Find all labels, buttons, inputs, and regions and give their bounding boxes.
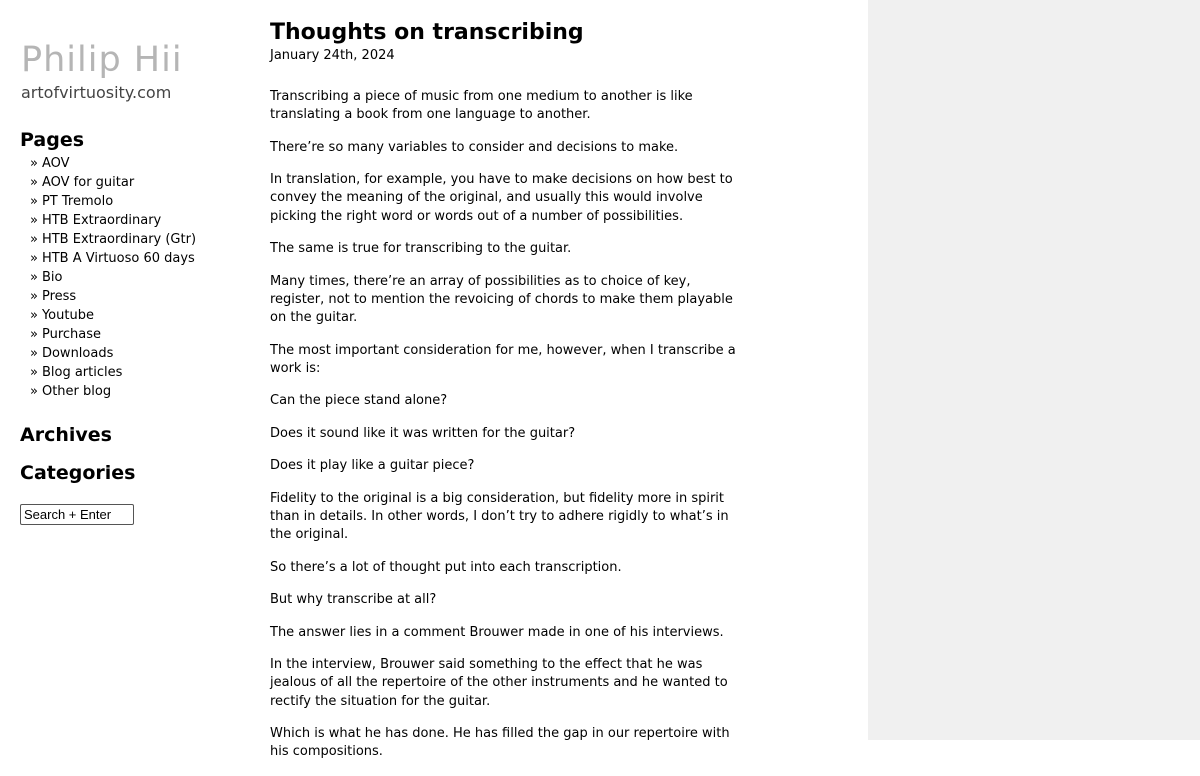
pages-heading: Pages [20,129,85,151]
page-link-youtube[interactable]: Youtube [41,308,94,323]
bullet-icon: » [30,308,38,323]
pages-list [30,154,196,401]
page-link-downloads[interactable]: Downloads [41,346,114,361]
page-item [30,363,196,382]
post-paragraph: Which is what he has done. He has filled the gap in our repertoire with his compositions. [270,726,730,760]
bullet-icon: » [30,232,38,247]
page-link-aov-for-guitar[interactable]: AOV for guitar [41,175,135,190]
page-item [30,249,196,268]
post-paragraph: Transcribing a piece of music from one medium to another is like translating a book from one language to another. [270,89,693,123]
post-body [270,88,748,761]
post-paragraph: Fidelity to the original is a big consideration, but fidelity more in spirit than in details. In other words, I don’t try to adhere rigidly to what’s in the original. [270,490,729,543]
page-link-htb-extraordinary[interactable]: HTB Extraordinary [41,213,162,228]
post-paragraph: Can the piece stand alone? [270,393,448,409]
bullet-icon: » [30,384,38,399]
bullet-icon: » [30,194,38,209]
page-item [30,287,196,306]
page-item [30,325,196,344]
bullet-icon: » [30,213,38,228]
search-input[interactable] [20,504,134,525]
page-link-other-blog[interactable]: Other blog [41,384,112,399]
page-item [30,154,196,173]
post-paragraph: In translation, for example, you have to make decisions on how best to convey the meaning of the original, and usually this would involve picking the right word or words out of a number of possibilities. [270,172,733,224]
post-paragraph: In the interview, Brouwer said something to the effect that he was jealous of all the repertoire of the other instruments and he wanted to rectify the situation for the guitar. [270,657,728,709]
right-background-panel [868,0,1200,740]
post-paragraph: Many times, there’re an array of possibilities as to choice of key, register, not to mention the revoicing of chords to make them playable on the guitar. [270,273,733,326]
post-paragraph: There’re so many variables to consider and decisions to make. [270,139,679,155]
page-link-pt-tremolo[interactable]: PT Tremolo [41,194,114,209]
page-item [30,344,196,363]
bullet-icon: » [30,346,38,361]
page-link-press[interactable]: Press [41,289,77,304]
post-paragraph: The same is true for transcribing to the guitar. [270,241,572,257]
page-item [30,173,196,192]
bullet-icon: » [30,289,38,304]
page-item [30,306,196,325]
post-date: January 24th, 2024 [270,48,395,63]
post-paragraph: So there’s a lot of thought put into each transcription. [270,559,622,575]
bullet-icon: » [30,327,38,342]
post [270,18,748,776]
page-link-blog-articles[interactable]: Blog articles [41,365,123,380]
bullet-icon: » [30,251,38,266]
bullet-icon: » [30,270,38,285]
page-link-htb-extraordinary-gtr[interactable]: HTB Extraordinary (Gtr) [41,232,197,247]
bullet-icon: » [30,156,38,171]
post-title[interactable]: Thoughts on transcribing [270,20,584,45]
page-item [30,192,196,211]
page-item [30,230,196,249]
post-paragraph: Does it play like a guitar piece? [270,458,475,474]
page-item [30,268,196,287]
page-item [30,382,196,401]
bullet-icon: » [30,365,38,380]
bullet-icon: » [30,175,38,190]
page-link-bio[interactable]: Bio [41,270,63,285]
page-link-aov[interactable]: AOV [41,156,70,171]
site-url: artofvirtuosity.com [21,83,172,102]
post-paragraph: But why transcribe at all? [270,592,437,608]
post-paragraph: The answer lies in a comment Brouwer made in one of his interviews. [270,624,724,640]
post-paragraph: Does it sound like it was written for the guitar? [270,425,576,441]
categories-heading: Categories [20,462,136,484]
page-link-purchase[interactable]: Purchase [41,327,102,342]
archives-heading: Archives [20,424,112,446]
site-title[interactable]: Philip Hii [21,40,183,80]
page-item [30,211,196,230]
post-paragraph: The most important consideration for me, however, when I transcribe a work is: [270,342,736,376]
page-link-htb-a-virtuoso-60-days[interactable]: HTB A Virtuoso 60 days [41,251,195,266]
